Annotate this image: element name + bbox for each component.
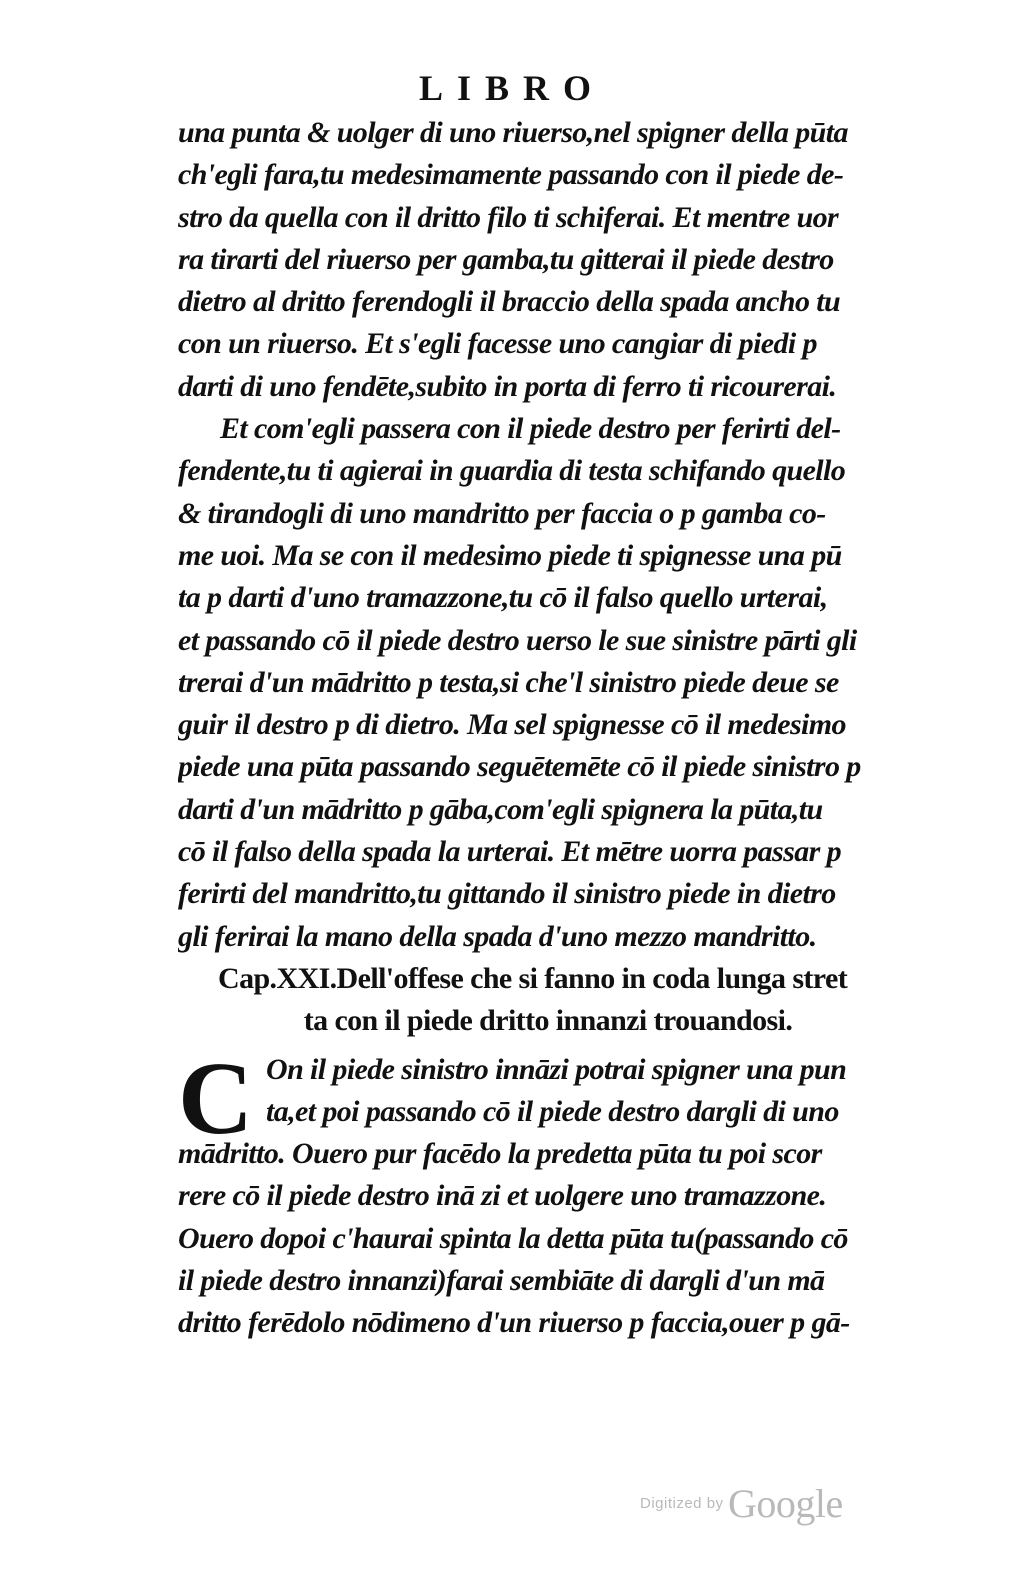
text-line: trerai d'un mādritto p testa,si che'l sinistro piede deue se	[178, 665, 839, 699]
google-watermark	[640, 1480, 843, 1527]
text-line: guir il destro p di dietro. Ma sel spignesse cō il medesimo	[178, 708, 846, 742]
text-line: & tirandogli di uno mandritto per faccia o p gamba co-	[178, 496, 826, 530]
text-line: On il piede sinistro innāzi potrai spigner una pun	[266, 1052, 847, 1086]
text-line: con un riuerso. Et s'egli facesse uno cangiar di piedi p	[178, 327, 817, 361]
text-line: gli ferirai la mano della spada d'uno mezzo mandritto.	[178, 919, 817, 953]
text-line: piede una pūta passando seguētemēte cō il piede sinistro p	[178, 750, 861, 784]
chapter-body	[178, 1040, 918, 1345]
text-line: Et com'egli passera con il piede destro per ferirti del-	[220, 412, 841, 446]
text-line: cō il falso della spada la urterai. Et mētre uorra passar p	[178, 835, 841, 869]
chapter-heading-line-1: Cap.XXI.Dell'offese che si fanno in coda lunga stret	[218, 961, 848, 995]
text-line: ferirti del mandritto,tu gittando il sinistro piede in dietro	[178, 877, 836, 911]
text-line: rere cō il piede destro inā zi et uolgere uno tramazzone.	[178, 1179, 827, 1213]
text-line: ch'egli fara,tu medesimamente passando con il piede de-	[178, 158, 844, 192]
text-line: il piede destro innanzi)farai sembiāte di dargli d'un mā	[178, 1264, 825, 1298]
text-line: me uoi. Ma se con il medesimo piede ti spignesse una pū	[178, 538, 842, 572]
text-line: dritto ferēdolo nōdimeno d'un riuerso p faccia,ouer p gā-	[178, 1306, 850, 1340]
text-line: darti di uno fendēte,subito in porta di ferro ti ricourerai.	[178, 369, 837, 403]
text-line: Ouero dopoi c'haurai spinta la detta pūta tu(passando cō	[178, 1221, 848, 1255]
text-line: stro da quella con il dritto filo ti schiferai. Et mentre uor	[178, 200, 839, 234]
text-line: mādritto. Ouero pur facēdo la predetta pūta tu poi scor	[178, 1137, 822, 1171]
watermark-prefix: Digitized by	[640, 1495, 724, 1512]
drop-cap: C	[178, 1040, 253, 1156]
chapter-heading-line-2: ta con il piede dritto innanzi trouandosi.	[303, 1004, 793, 1038]
text-line: et passando cō il piede destro uerso le sue sinistre pārti gli	[178, 623, 857, 657]
text-line: una punta & uolger di uno riuerso,nel spigner della pūta	[178, 116, 848, 149]
text-block	[178, 112, 918, 1345]
text-line: fendente,tu ti agierai in guardia di testa schifando quello	[178, 454, 846, 488]
watermark-brand: Google	[728, 1481, 843, 1526]
running-title: LIBRO	[418, 68, 606, 108]
text-line: darti d'un mādritto p gāba,com'egli spignera la pūta,tu	[178, 792, 823, 826]
text-line: ta,et poi passando cō il piede destro dargli di uno	[266, 1094, 839, 1128]
text-line: dietro al dritto ferendogli il braccio della spada ancho tu	[178, 285, 841, 319]
text-line: ta p darti d'uno tramazzone,tu cō il falso quello urterai,	[178, 581, 828, 615]
text-line: ra tirarti del riuerso per gamba,tu gitterai il piede destro	[178, 242, 834, 276]
